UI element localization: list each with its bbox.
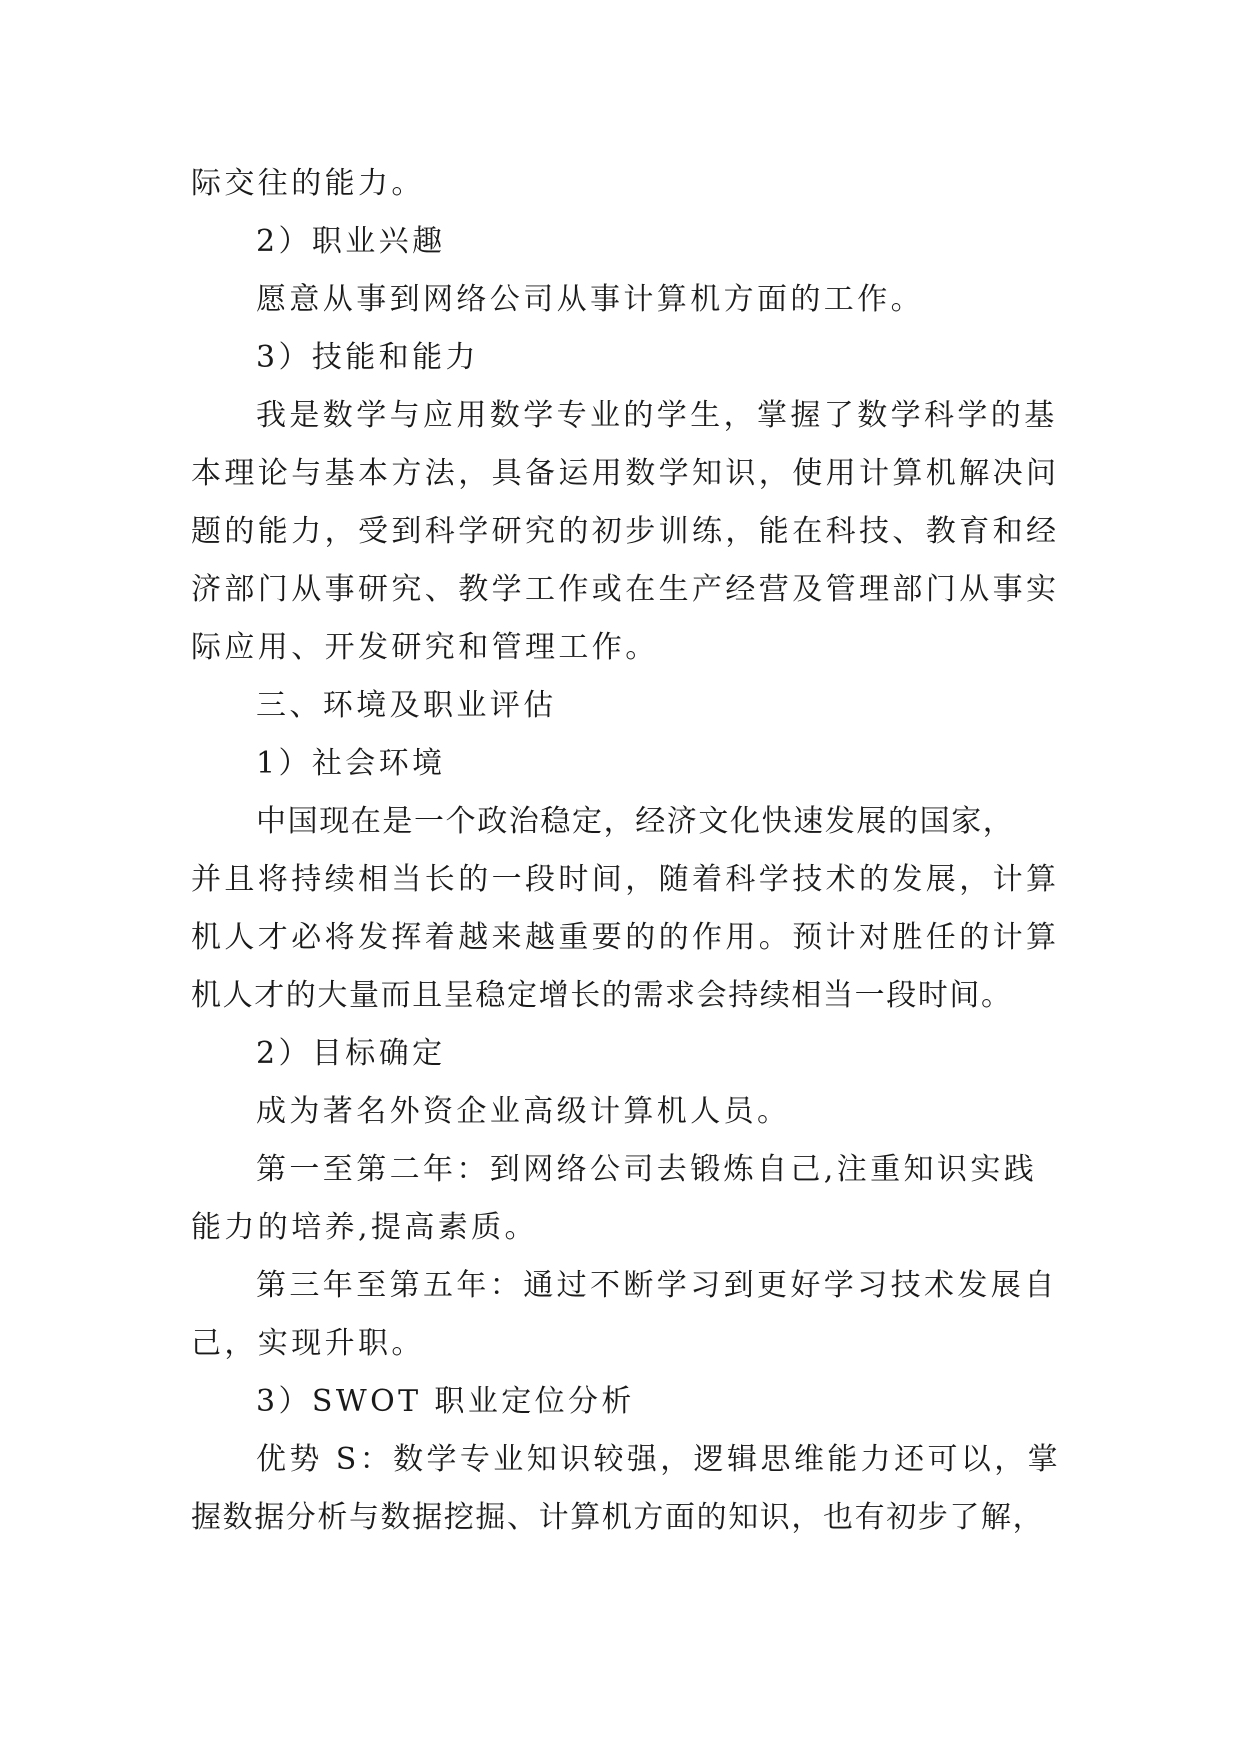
paragraph-line: 济部门从事研究、教学工作或在生产经营及管理部门从事实 bbox=[191, 572, 1060, 607]
paragraph-line: 愿意从事到网络公司从事计算机方面的工作。 bbox=[256, 282, 924, 317]
paragraph-line: 中国现在是一个政治稳定，经济文化快速发展的国家， bbox=[256, 804, 1015, 839]
paragraph-line: 本理论与基本方法，具备运用数学知识，使用计算机解决问 bbox=[191, 456, 1060, 491]
subheading-goal: 2）目标确定 bbox=[256, 1036, 446, 1071]
paragraph-line: 机人才的大量而且呈稳定增长的需求会持续相当一段时间。 bbox=[191, 978, 1013, 1013]
paragraph-line: 际交往的能力。 bbox=[191, 166, 425, 201]
paragraph-line: 我是数学与应用数学专业的学生，掌握了数学科学的基 bbox=[256, 398, 1058, 433]
paragraph-line: 机人才必将发挥着越来越重要的的作用。预计对胜任的计算 bbox=[191, 920, 1060, 955]
paragraph-line: 第一至第二年：到网络公司去锻炼自己,注重知识实践 bbox=[256, 1152, 1038, 1187]
subheading-skills: 3）技能和能力 bbox=[256, 340, 479, 375]
paragraph-line: 优势 S：数学专业知识较强，逻辑思维能力还可以，掌 bbox=[256, 1442, 1062, 1477]
paragraph-line: 第三年至第五年：通过不断学习到更好学习技术发展自 bbox=[256, 1268, 1058, 1303]
paragraph-line: 并且将持续相当长的一段时间，随着科学技术的发展，计算 bbox=[191, 862, 1060, 897]
subheading-career-interest: 2）职业兴趣 bbox=[256, 224, 446, 259]
subheading-social-environment: 1）社会环境 bbox=[256, 746, 446, 781]
paragraph-line: 能力的培养,提高素质。 bbox=[191, 1210, 538, 1245]
paragraph-line: 成为著名外资企业高级计算机人员。 bbox=[256, 1094, 791, 1129]
paragraph-line: 己，实现升职。 bbox=[191, 1326, 425, 1361]
section-heading-environment: 三、环境及职业评估 bbox=[256, 688, 557, 723]
paragraph-line: 题的能力，受到科学研究的初步训练，能在科技、教育和经 bbox=[191, 514, 1060, 549]
paragraph-line: 际应用、开发研究和管理工作。 bbox=[191, 630, 659, 665]
subheading-swot: 3）SWOT 职业定位分析 bbox=[256, 1384, 635, 1419]
paragraph-line: 握数据分析与数据挖掘、计算机方面的知识，也有初步了解， bbox=[191, 1500, 1045, 1535]
